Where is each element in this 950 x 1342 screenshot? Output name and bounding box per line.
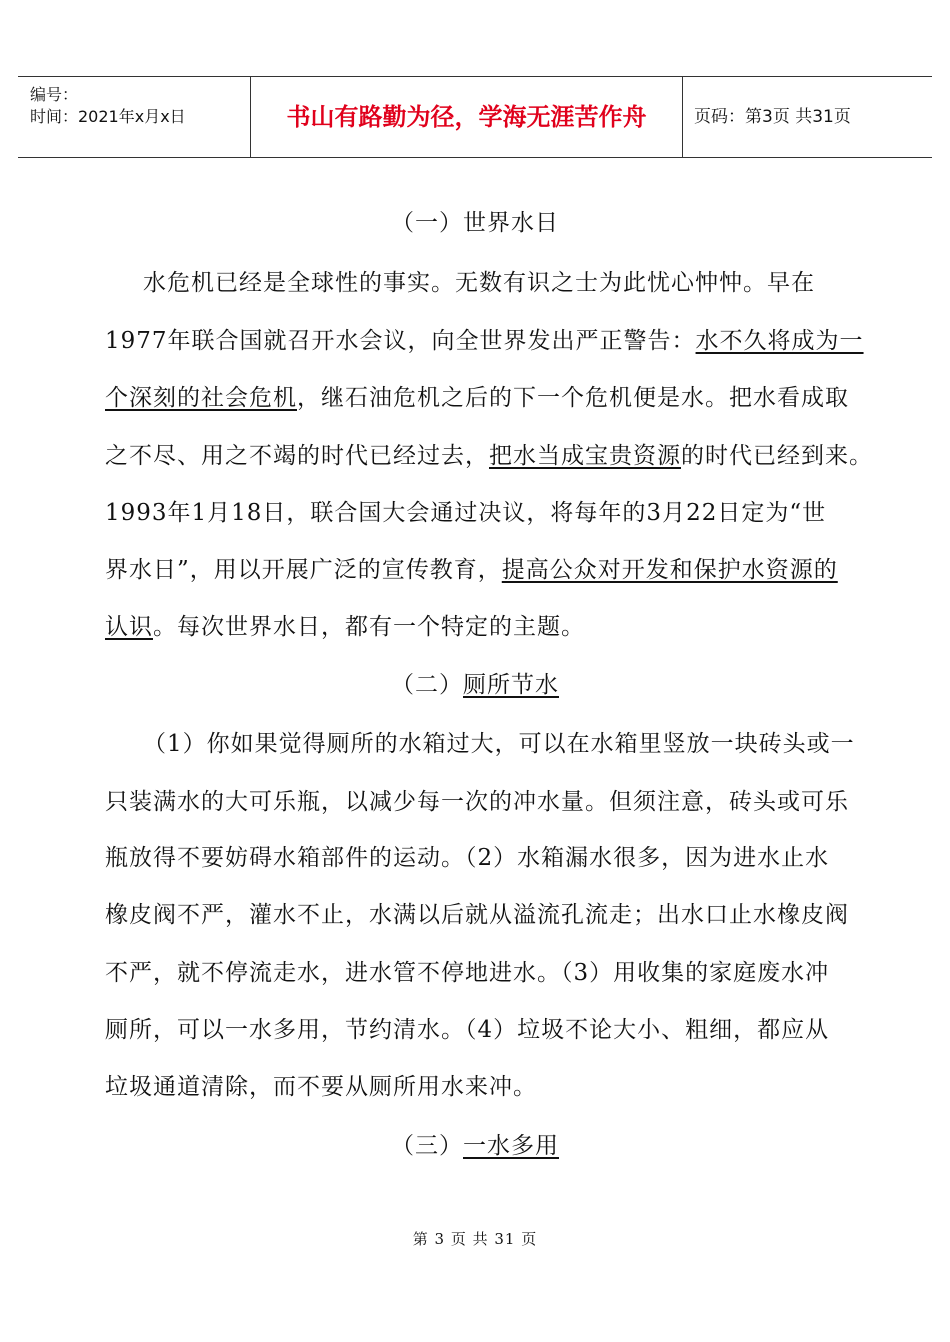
header-meta-cell [18,77,251,157]
paragraph-line: 橡皮阀不严，灌水不止，水满以后就从溢流孔流走；出水口止水橡皮阀 [105,902,849,928]
section3-heading: （三）一水多用 [391,1133,559,1159]
header-page-label: 页码：第3页 共31页 [694,107,851,127]
paragraph-line: 水危机已经是全球性的事实。无数有识之士为此忧心忡忡。早在 [143,270,815,296]
paragraph-line: 只装满水的大可乐瓶，以减少每一次的冲水量。但须注意，砖头或可乐 [105,789,849,815]
paragraph-line: 认识。每次世界水日，都有一个特定的主题。 [105,614,585,640]
paragraph-line: 1993年1月18日，联合国大会通过决议，将每年的3月22日定为“世 [105,500,827,526]
paragraph-line: 不严，就不停流走水，进水管不停地进水。（3）用收集的家庭废水冲 [105,960,830,986]
header-motto: 书山有路勤为径，学海无涯苦作舟 [251,77,683,157]
underlined-phrase: 个深刻的社会危机 [105,385,297,411]
paragraph-line: （1）你如果觉得厕所的水箱过大，可以在水箱里竖放一块砖头或一 [143,731,855,757]
underlined-phrase: 把水当成宝贵资源 [489,443,681,469]
underlined-phrase: 提高公众对开发和保护水资源的 [501,557,838,583]
section2-heading: （二）厕所节水 [391,672,559,698]
paragraph-line: 瓶放得不要妨碍水箱部件的运动。（2）水箱漏水很多，因为进水止水 [105,845,830,871]
page-header [18,76,932,158]
paragraph-line: 界水日”，用以开展广泛的宣传教育，提高公众对开发和保护水资源的 [105,557,838,583]
number-label: 编号： [30,85,79,104]
paragraph-line: 1977年联合国就召开水会议，向全世界发出严正警告：水不久将成为一 [105,328,864,354]
paragraph-line: 垃圾通道清除，而不要从厕所用水来冲。 [105,1074,537,1100]
paragraph-line: 厕所，可以一水多用，节约清水。（4）垃圾不论大小、粗细，都应从 [105,1017,830,1043]
paragraph-line: 之不尽、用之不竭的时代已经过去，把水当成宝贵资源的时代已经到来。 [105,443,873,469]
underlined-phrase: 水不久将成为一 [695,328,864,354]
time-label: 时间：2021年x月x日 [30,107,186,126]
underlined-phrase: 认识 [105,614,153,640]
paragraph-line: 个深刻的社会危机，继石油危机之后的下一个危机便是水。把水看成取 [105,385,849,411]
page-footer: 第 3 页 共 31 页 [412,1230,538,1248]
section1-heading: （一）世界水日 [391,210,559,236]
